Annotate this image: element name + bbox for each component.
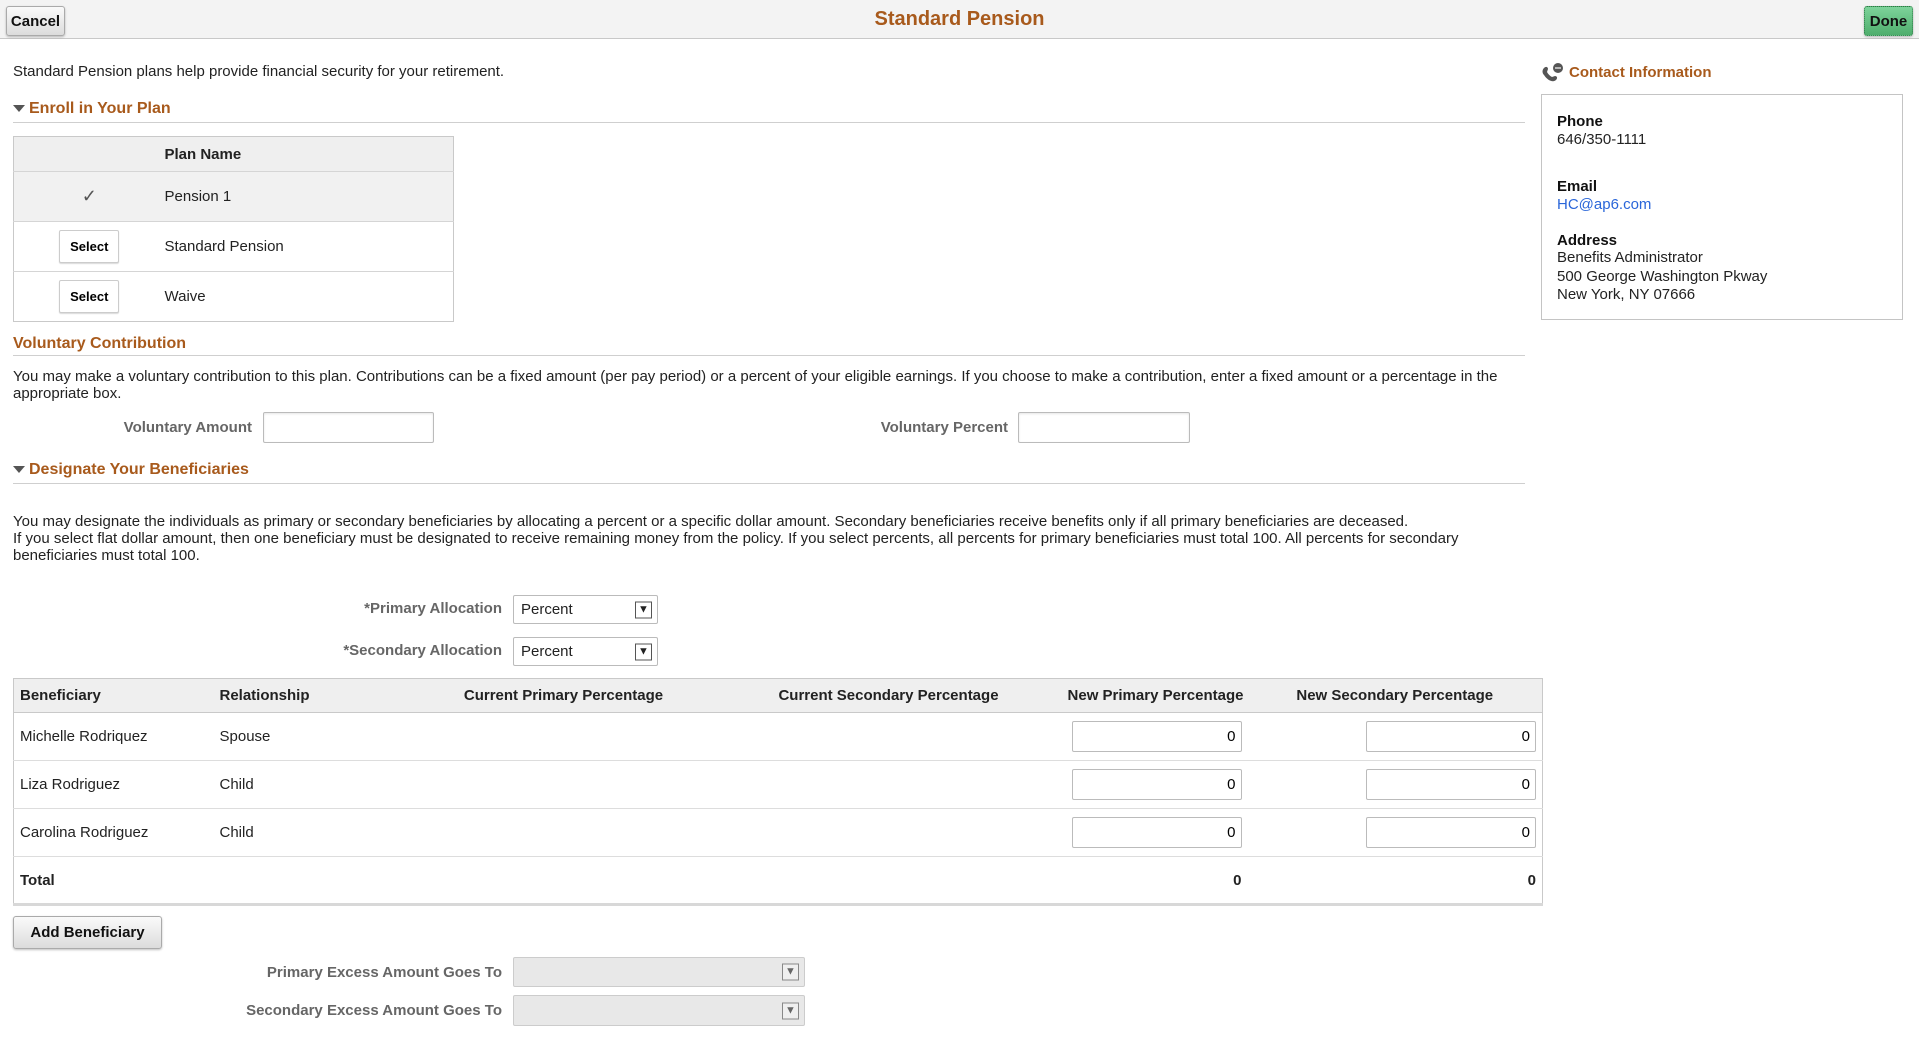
phone-value: 646/350-1111 — [1557, 131, 1647, 148]
relationship: Spouse — [214, 713, 414, 761]
voluntary-amount-label: Voluntary Amount — [123, 419, 252, 436]
collapse-triangle-icon — [13, 466, 25, 473]
address-label: Address — [1557, 232, 1618, 249]
divider — [13, 355, 1525, 356]
voluntary-percent-input[interactable] — [1018, 412, 1190, 443]
chevron-down-icon: ▼ — [635, 601, 652, 618]
address-line: New York, NY 07666 — [1557, 286, 1696, 303]
phone-label: Phone — [1557, 113, 1603, 130]
beneficiary-name: Michelle Rodriquez — [14, 713, 214, 761]
new-primary-input[interactable] — [1072, 817, 1242, 848]
plan-name: Waive — [165, 272, 454, 322]
address-value — [1557, 249, 1767, 305]
add-beneficiary-button[interactable]: Add Beneficiary — [13, 916, 162, 949]
chevron-down-icon: ▼ — [635, 643, 652, 660]
relationship: Child — [214, 761, 414, 809]
beneficiary-name: Liza Rodriguez — [14, 761, 214, 809]
section-beneficiaries-toggle[interactable] — [13, 461, 249, 479]
beneficiaries-description — [13, 513, 1528, 564]
table-row — [14, 761, 1543, 809]
new-secondary-input[interactable] — [1366, 769, 1536, 800]
secondary-excess-label: Secondary Excess Amount Goes To — [246, 1002, 502, 1019]
column-header: New Secondary Percentage — [1248, 679, 1543, 713]
new-secondary-input[interactable] — [1366, 721, 1536, 752]
description-line: You may designate the individuals as primary or secondary beneficiaries by allocating a percent or a specific dollar amount. Secondary beneficiaries receive benefits only if all primary beneficiaries are deceased. — [13, 513, 1409, 530]
address-line: Benefits Administrator — [1557, 249, 1703, 266]
section-title: Designate Your Beneficiaries — [29, 461, 249, 478]
plan-table — [13, 136, 454, 322]
column-header: New Primary Percentage — [1064, 679, 1248, 713]
section-enroll-toggle[interactable] — [13, 100, 171, 118]
primary-allocation-select[interactable] — [513, 595, 658, 624]
select-button[interactable]: Select — [59, 230, 119, 263]
intro-text: Standard Pension plans help provide financial security for your retirement. — [13, 63, 505, 80]
address-line: 500 George Washington Pkway — [1557, 267, 1768, 285]
plan-name: Standard Pension — [165, 222, 454, 272]
chevron-down-icon: ▼ — [782, 1002, 799, 1019]
email-link[interactable]: HC@ap6.com — [1557, 196, 1652, 213]
divider — [13, 483, 1525, 484]
total-row — [14, 857, 1543, 905]
table-row — [14, 172, 454, 222]
secondary-allocation-label: *Secondary Allocation — [343, 642, 502, 659]
table-row — [14, 272, 454, 322]
beneficiary-name: Carolina Rodriguez — [14, 809, 214, 857]
table-row — [14, 809, 1543, 857]
secondary-excess-select[interactable] — [513, 995, 805, 1026]
contact-title: Contact Information — [1569, 64, 1712, 81]
page-title: Standard Pension — [874, 8, 1045, 30]
description-line: If you select flat dollar amount, then one beneficiary must be designated to receive remaining money from the policy. If you select percents, all percents for primary beneficiaries must total 100. All percents for secondary beneficiaries must total 100. — [13, 530, 1459, 564]
new-primary-input[interactable] — [1072, 769, 1242, 800]
secondary-allocation-select[interactable] — [513, 637, 658, 666]
checkmark-icon: ✓ — [14, 172, 165, 222]
email-label: Email — [1557, 178, 1598, 195]
new-secondary-input[interactable] — [1366, 817, 1536, 848]
primary-allocation-label: *Primary Allocation — [364, 600, 502, 617]
new-primary-input[interactable] — [1072, 721, 1242, 752]
primary-excess-label: Primary Excess Amount Goes To — [266, 964, 502, 981]
column-header: Current Secondary Percentage — [714, 679, 1064, 713]
total-primary: 0 — [1064, 857, 1248, 905]
relationship: Child — [214, 809, 414, 857]
chevron-down-icon: ▼ — [782, 964, 799, 981]
plan-name: Pension 1 — [165, 172, 454, 222]
column-header: Current Primary Percentage — [414, 679, 714, 713]
contact-box — [1541, 94, 1903, 320]
primary-excess-select[interactable] — [513, 957, 805, 987]
total-secondary: 0 — [1248, 857, 1543, 905]
divider — [13, 122, 1525, 123]
section-title: Voluntary Contribution — [13, 335, 187, 352]
select-button[interactable]: Select — [59, 280, 119, 313]
collapse-triangle-icon — [13, 105, 25, 112]
section-title: Enroll in Your Plan — [29, 100, 171, 117]
voluntary-amount-input[interactable] — [263, 412, 434, 443]
column-header: Relationship — [214, 679, 414, 713]
selected-value: Percent — [521, 601, 573, 618]
column-header: Plan Name — [165, 137, 454, 172]
selected-value: Percent — [521, 643, 573, 660]
table-row — [14, 713, 1543, 761]
phone-chat-icon — [1541, 62, 1565, 86]
total-label: Total — [14, 857, 214, 905]
voluntary-percent-label: Voluntary Percent — [880, 419, 1008, 436]
beneficiary-table — [13, 678, 1543, 906]
cancel-button[interactable]: Cancel — [6, 6, 65, 36]
table-row — [14, 222, 454, 272]
voluntary-description: You may make a voluntary contribution to this plan. Contributions can be a fixed amount (per pay period) or a percent of your eligible earnings. If you choose to make a contribution, enter a fixed amount or a percentage in the appropriate box. — [13, 368, 1498, 402]
done-button[interactable]: Done — [1864, 6, 1913, 36]
column-header: Beneficiary — [14, 679, 214, 713]
